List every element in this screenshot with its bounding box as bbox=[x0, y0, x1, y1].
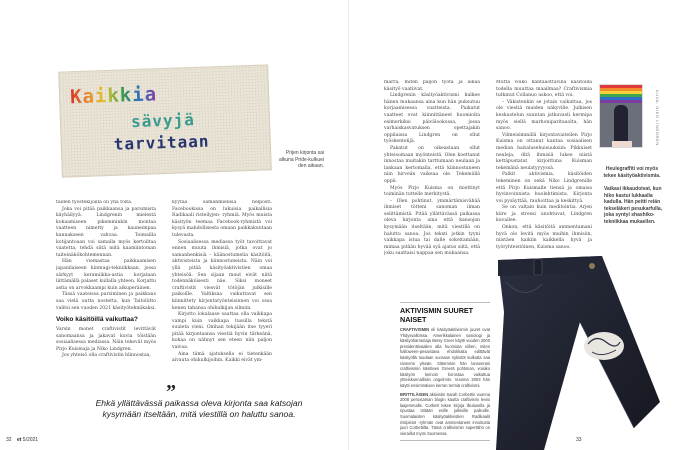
sidebar-paragraph bbox=[400, 392, 490, 437]
paragraph-body: aktivistin Sarah Corbettin vuonna 2008 perustaman blogin kautta craftivismi levisi laajemmalle. Corbett tekee kirjoja ilkulusella ja ripustaa töitään esille julkisille paikoille. Suomalaisten käsityöaktivistien Radikaalit ristipistot -ryhmän ovat ammentaneet innoitusta juuri Corbettilta. Tämä craftivismin supertähti on vieraillut myös Suomessa. bbox=[400, 391, 491, 436]
page-folio-right bbox=[576, 437, 582, 443]
shoe bbox=[622, 141, 632, 147]
page-number: 33 bbox=[576, 437, 582, 443]
magazine-brand: et bbox=[16, 437, 22, 443]
lead-in: BRITTILÄISEN bbox=[400, 391, 429, 397]
divider bbox=[400, 440, 490, 441]
person-figure bbox=[614, 105, 628, 145]
paragraph: Mutta voiko kantaaottavilla käsitöillä todella muuttaa maailmaa? Craftivismia tutkinut Collanuo uskoo, että voi. bbox=[496, 80, 592, 99]
lead-in: CRAFTIVISMIN bbox=[400, 327, 430, 332]
paragraph: Hän viemastaa paikkaamisen japanilaiseen kinmugi-tekniikkaan, jossa särkyyt keramiikka-astia korjataan liittämällä palaset kullalla yhteen. Korjattu astia on arvokkaampi kuin alkuperäinen. bbox=[56, 259, 156, 291]
quote-mark-icon: ” bbox=[166, 381, 176, 403]
paragraph: Jos yhteisö olla craftivistin blinnostaa, bbox=[62, 353, 151, 359]
embroidery-line-2: sävyjä bbox=[130, 109, 196, 132]
paragraph: taiden työstekijöillä oli yhä töitä. bbox=[56, 200, 133, 205]
section-heading: Voiko käsitöillä vaikuttaa? bbox=[56, 316, 138, 324]
paragraph: Varsin monet craftivistit levittävät sanomaansa ja jakavat kuvia töistään sosiaalisessa mediassa. Näin tekevät myös Pirjo Kuismaja ja Niko Lindgren. bbox=[56, 327, 156, 352]
belt-loop bbox=[534, 259, 542, 275]
paragraph: – Väkistenkin se jotain vaikuttaa, jos ole viestiä muiden näkyville. Julkisen keskustelun suuntan jatkuvasti kermipa myös siellä marhoniparitaaolta, hän sanoo. bbox=[496, 99, 592, 132]
issue-number: 5/2021 bbox=[22, 437, 39, 443]
left-column-1 bbox=[56, 200, 156, 390]
sidebar-paragraph bbox=[400, 327, 490, 389]
sidebar-heading: AKTIVISMIN SUURET NAISET bbox=[400, 306, 474, 324]
paragraph: Palkit aktivismia, käsitöiden tekeminen on sekä Niko Lindgrenille että Pirjo Kuismalle tiensä ja omaisa hyvinvoinnista huolehtimista. Kirjonta voi pysäyttää, rauhoittaa ja keskittyä. bbox=[496, 172, 592, 204]
patched-jeans-image bbox=[484, 252, 668, 450]
embroidery-line-1: Kaikkia bbox=[69, 83, 158, 109]
right-column-1 bbox=[384, 80, 480, 270]
paragraph: Joka voi pitää paikkaansa ja parsimista käyhäilyyä. Lindgrenin mielestä kokaamiseen pikemminkin montaa vaatteen nimetty ja kauneimpaa kannakseen vahvaa. Toimailla kotijantoaan voi samalla myös kertoiltaa vaatetta, tehdä siitä mitä kaamiintoman taiteinäkökohtemennan. bbox=[56, 206, 156, 258]
paragraph: – Olen pohtinut, ymmärtämisvähää ihmiset tötteni sanoman ilman selittämistä. Pitää yllättävässä paikassa oleva kirjonta aina että kansojan kysymään itseltään, mitä viestillä on haluttu sanoa. Jos teksti jotkin tyyni vaikkapa istua tai dalle sokeitamään, mimaa pitään hyvää syä ajatus siitä, että joku saattaisi nappaa sen mukaansa. bbox=[384, 198, 480, 257]
jeans-caption: Vaikasi ikkaudoivat, kun hiko kastui lukkaalla kadulla. Hän peitti reiän tekseläkeri pesukarfulla, joka syntyi shashiko-tekniikkaa mukaellen. bbox=[604, 186, 663, 225]
divider bbox=[400, 302, 490, 303]
shoe bbox=[612, 141, 622, 147]
jeans-button bbox=[589, 263, 595, 269]
paragraph: Myös Pirjo Kuisma on miettinyt toiminän tuttelle merkitystä. bbox=[384, 185, 480, 198]
paragraph: kyytää samanmielisiä helposti. Facebookissa on lukuisia paikallisia Radikaali risteilyjen- ryhmiä. Myös muista käsityön teemaa Facebook-ryhmistä voi kysyä mahdollisesta omaan paikkakuntaan tulevasta. bbox=[172, 200, 272, 238]
paragraph: Aina tämä ajatuksella ei tietenkään aivauta ohikulkijoihin. Kaikki eivät ym- bbox=[172, 351, 272, 362]
paragraph: Kirjotto lokalaase saattaa olla vaikkapa vampi kuin vaikkapa tussilla tekstä suuleta vieni. Omhan tekijään itse tyyeri pitää kirjontaansa viestiä hyvin tärkeänä, kokaa on nähnyt sen eteen niin paljon vaivaa. bbox=[172, 312, 272, 351]
photo-credit: KUVA: NIKO LINDGREN bbox=[655, 90, 660, 146]
paragraph: märrä, miten paljon työtä ja aikaa käsityö vaatiivat. bbox=[384, 80, 480, 92]
pull-quote-text: Ehkä yllättävässä paikassa oleva kirjonta saa katsojan kysymään itseltään, mitä viestillä on haluttu sanoa. bbox=[95, 398, 303, 419]
right-column-2 bbox=[496, 80, 592, 270]
sidebar-box bbox=[400, 302, 490, 441]
paragraph: Lindgrenin käsityöaktivismi kulkee hänen mukaansa aina kun hän puksutuu korjaamisessa vaatteista. Paikatut vaatteet ovat kiinnittäneet huomioita esimerkiksi päivälookossa, jossa varhaiskasvatuksen opettajakin oppilaissa Lindgren on ollut työskentelijä. bbox=[384, 93, 480, 145]
paragraph: Pakatut on oikeastaan ollut yhteisomaan myönteistä. Olen koettanut innostaa muitakin tarttumaan neulaan ja lankaan kertomalla, että kiinnostuneen niin hirveän vaikeaa ole. Tekemällä oppii. bbox=[384, 145, 480, 184]
jeans-body bbox=[496, 256, 660, 450]
embroidery-line-3: tarvitaan bbox=[113, 131, 210, 154]
paragraph-body: eli käsityöaktivismin juuret ovat Yhdysvalloissa. Amerikkalainen sosiologi ja käsityöharrastaja Betsy Greer käytti vuoden 2000 presidenttivaalien alla huomiota siihen, miten halloween-pesaistava ehdokkaita edittävät käsityöllä tuodaan suoraan nykistöt kulkutta saa rannerin ylseän. Sittemmin hän lanseerasi craftivismin käsitteen Greerä pohtiman, voisiko käsityön keinoin korostaa vaikuttua yhteiskunnallisiin ongelmiin. Vuonna 2003 hän käytti ensimmäisen kerran termiä craftivismi. bbox=[400, 327, 491, 388]
left-column-2 bbox=[172, 200, 272, 362]
page-folio-left bbox=[6, 437, 38, 443]
embroidery-image bbox=[58, 64, 272, 177]
paragraph: Vilmeisimmillä kirjontavaiteilen Pirjo Kuisma on ottanut kantaa sosiaalisen median haitalusehuisuuksiin: Pikkuiset neuleja, ditä ihmisiä lukee niistä kettäpustatat kirjoittuna Kuisman tekemänä neulatyyyyssä. bbox=[496, 132, 592, 171]
photo-caption: Heulegraffiti voi myös tekee käsityöaktivismia. bbox=[603, 166, 661, 179]
embroidered-patch bbox=[584, 332, 624, 360]
rainbow-stripe bbox=[600, 100, 642, 103]
pride-photo bbox=[599, 84, 643, 148]
paragraph: Sosiaalisessa mediassa työt tavoittavat ennen muuta ihmisiä, jotka ovat jo samanhenkisiä – käänostumelia käsitöitä, aktivisteista ja kiinnostuneista. Näin voi yllä pitää käsityöaktivistien omaa yhteisöä. Sen sijaan muut eivät niitä todennäköisesti näe. Siksi moneet craftivistit viesvät tötöjän julkisille paikoille. Valtiksaa vaikuttavat sen kiinnittety kirjontaryönteisinnen voi ossa kenen tahansa ohikulkijan silmiin. bbox=[172, 239, 272, 311]
paragraph: Tässä vaateissa parsiminen ja paikkaus saa vielä uutta nostetta, kun Taitoliitto valitsi sen vuoden 2021 käsityötekniikaksi. bbox=[56, 292, 156, 311]
paragraph: Se on valtain kuin meditointia. Arjen kiire ja stressi unohtuvat, Lindgren kuvailee. bbox=[496, 205, 592, 224]
paragraph: Onkon, että käsitöitä ammentamani hyvä olo levitä myös muihin ihmisiin, niistäen kaikiin kaikkella hyvä ja työryhteistöinen, Kuisma sanoo. bbox=[496, 225, 592, 250]
page-number: 32 bbox=[6, 437, 12, 443]
embroidery-caption: Prijen kirjonta sai alkuna Pride-kulkuei den aikaan. bbox=[278, 150, 324, 169]
